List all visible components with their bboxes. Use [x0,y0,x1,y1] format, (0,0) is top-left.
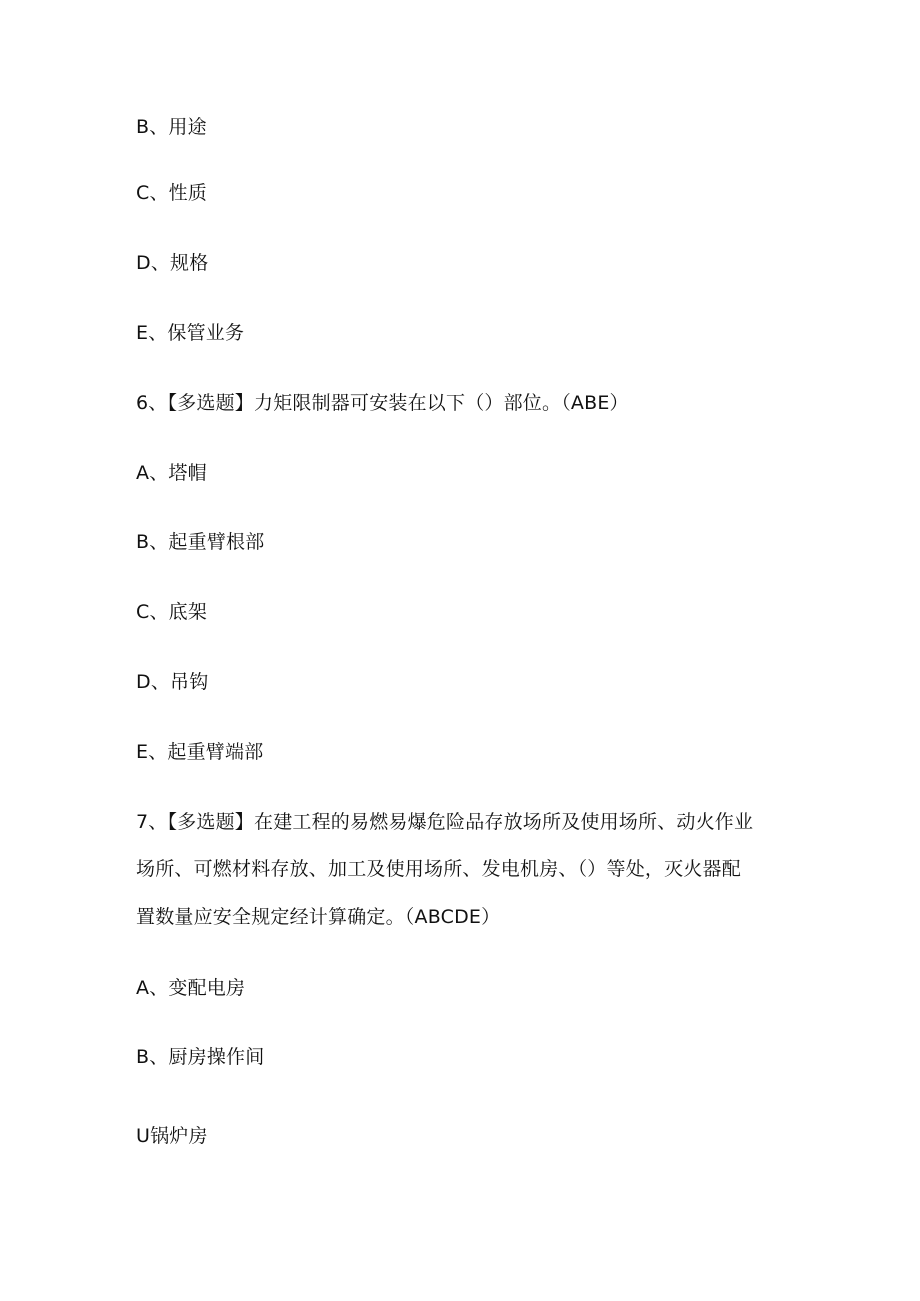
q7-option-b: B、厨房操作间 [136,1046,265,1068]
q7-stem-line-3: 置数量应安全规定经计算确定。（ABCDE） [136,906,501,928]
q6-option-e: E、起重臂端部 [136,741,264,763]
q5-option-c: C、性质 [136,182,208,204]
q7-stem-line-1: 7、【多选题】在建工程的易燃易爆危险品存放场所及使用场所、动火作业 [136,811,754,833]
q6-stem: 6、【多选题】力矩限制器可安装在以下（）部位。（ABE） [136,392,629,414]
q7-option-a: A、变配电房 [136,977,246,999]
q7-stem-line-2: 场所、可燃材料存放、加工及使用场所、发电机房、（）等处，灭火器配 [136,858,741,880]
q6-option-d: D、吊钩 [136,671,209,693]
q5-option-d: D、规格 [136,252,209,274]
q7-option-c: U锅炉房 [136,1125,208,1147]
q6-option-c: C、底架 [136,601,208,623]
q6-option-b: B、起重臂根部 [136,531,265,553]
q5-option-e: E、保管业务 [136,322,245,344]
q6-option-a: A、塔帽 [136,462,207,484]
q5-option-b: B、用途 [136,116,207,138]
